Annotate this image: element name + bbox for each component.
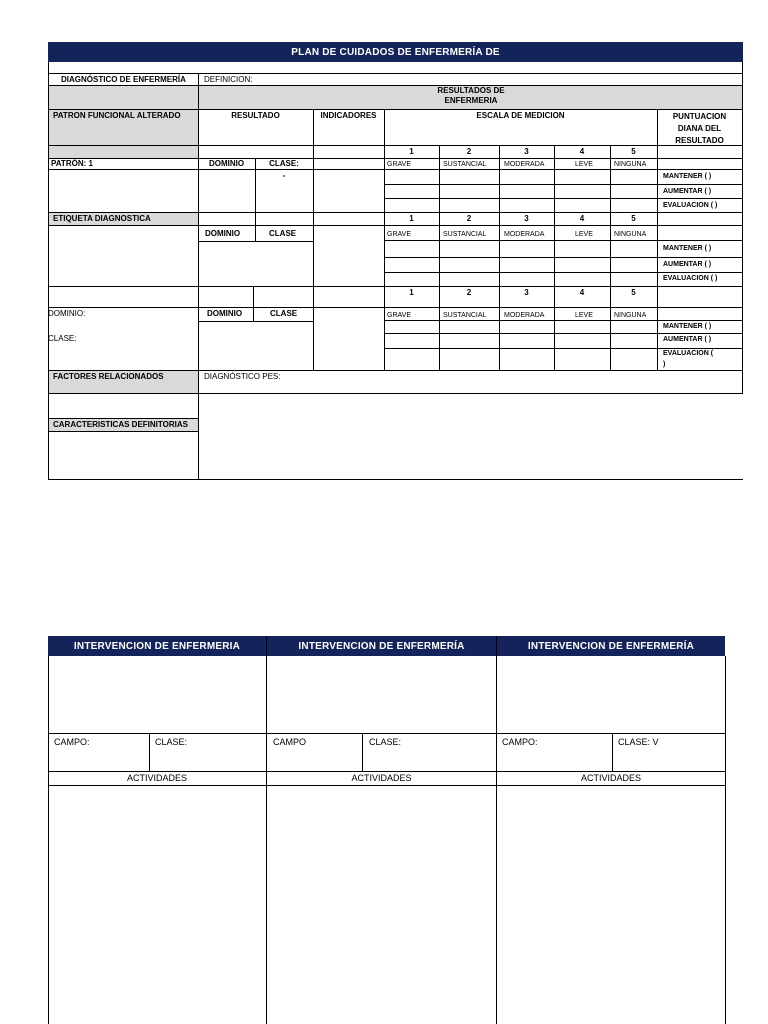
border — [610, 145, 611, 370]
activities-label: ACTIVIDADES — [126, 773, 187, 783]
increase-option: AUMENTAR ( ) — [663, 188, 712, 195]
maintain-option: MANTENER ( ) — [663, 323, 712, 330]
care-plan-title — [48, 42, 743, 62]
border — [384, 184, 743, 185]
border — [384, 272, 743, 273]
related-factors-label: FACTORES RELACIONADOS — [53, 372, 164, 381]
scale-word: MODERADA — [504, 312, 545, 319]
border — [725, 656, 726, 1024]
class-label: CLASE — [270, 309, 298, 318]
border — [48, 370, 743, 371]
intervention-title: INTERVENCION DE ENFERMERÍA — [527, 640, 695, 652]
maintain-option: MANTENER ( ) — [663, 245, 712, 252]
border — [48, 212, 743, 213]
domain-label: DOMINIO — [205, 229, 241, 238]
border — [384, 198, 743, 199]
border — [48, 145, 743, 146]
border — [48, 785, 726, 786]
scale-word: SUSTANCIAL — [443, 161, 487, 168]
class-label: CLASE — [269, 229, 297, 238]
border — [48, 286, 743, 287]
border — [198, 321, 313, 322]
scale-word: LEVE — [575, 312, 593, 319]
scale-word: NINGUNA — [614, 161, 647, 168]
scale-word: GRAVE — [387, 161, 411, 168]
row-shade — [48, 145, 198, 158]
border — [253, 286, 254, 321]
activities-label: ACTIVIDADES — [580, 773, 641, 783]
definition-label: DEFINICION: — [204, 75, 253, 84]
activities-label: ACTIVIDADES — [351, 773, 412, 783]
results-header-line2: ENFERMERIA — [444, 96, 498, 105]
border — [48, 73, 743, 74]
border — [313, 109, 314, 370]
evaluation-option: EVALUACION ( — [663, 350, 714, 357]
border — [554, 145, 555, 370]
scale-number: 3 — [524, 147, 529, 156]
scale-word: SUSTANCIAL — [443, 312, 487, 319]
scale-word: LEVE — [575, 231, 593, 238]
scale-word: MODERADA — [504, 161, 545, 168]
intervention-header — [267, 636, 496, 656]
target-score-line1: PUNTUACION — [672, 112, 727, 121]
border — [48, 431, 198, 432]
border — [48, 393, 743, 394]
defining-characteristics-label: CARACTERISTICAS DEFINITORIAS — [53, 420, 188, 429]
border — [742, 62, 743, 394]
class-label: CLASE: — [155, 737, 188, 747]
field-label: CAMPO — [273, 737, 307, 747]
border — [48, 109, 743, 110]
scale-word: MODERADA — [504, 231, 545, 238]
border — [198, 241, 313, 242]
border — [499, 145, 500, 370]
pes-diagnosis-label: DIAGNÓSTICO PES: — [204, 372, 281, 381]
results-header-line1: RESULTADOS DE — [437, 86, 505, 95]
class-dash: - — [282, 171, 286, 180]
border — [48, 479, 743, 480]
evaluation-option-close: ) — [663, 361, 666, 368]
border — [496, 636, 497, 1024]
border — [612, 733, 613, 771]
border — [384, 240, 743, 241]
field-label: CAMPO: — [54, 737, 90, 747]
scale-number: 5 — [631, 288, 636, 297]
class-label: CLASE: — [369, 737, 402, 747]
scale-number: 3 — [524, 214, 529, 223]
scale-number: 4 — [579, 288, 585, 297]
border — [149, 733, 150, 771]
domain-side-label: DOMINIO: — [48, 309, 86, 318]
scale-label: ESCALA DE MEDICION — [476, 111, 565, 120]
domain-label: DOMINIO — [208, 159, 245, 168]
increase-option: AUMENTAR ( ) — [663, 261, 712, 268]
evaluation-option: EVALUACION ( ) — [663, 202, 718, 209]
border — [439, 145, 440, 370]
scale-number: 2 — [466, 147, 472, 156]
intervention-title: INTERVENCION DE ENFERMERIA — [73, 640, 241, 652]
scale-word: NINGUNA — [614, 312, 647, 319]
border — [48, 771, 726, 772]
border — [255, 212, 256, 241]
border — [48, 158, 743, 159]
border — [266, 636, 267, 1024]
target-score-line2: DIANA DEL — [677, 124, 722, 133]
scale-number: 4 — [579, 147, 585, 156]
care-plan-title-text: PLAN DE CUIDADOS DE ENFERMERÍA DE — [291, 46, 500, 58]
increase-option: AUMENTAR ( ) — [663, 336, 712, 343]
border — [384, 257, 743, 258]
scale-word: GRAVE — [387, 312, 411, 319]
border — [48, 225, 743, 226]
scale-number: 2 — [466, 214, 472, 223]
scale-word: GRAVE — [387, 231, 411, 238]
border — [48, 733, 726, 734]
intervention-header — [497, 636, 725, 656]
scale-number: 5 — [631, 147, 636, 156]
border — [198, 73, 199, 480]
border — [48, 307, 743, 308]
scale-number: 1 — [409, 147, 414, 156]
altered-pattern-label: PATRON FUNCIONAL ALTERADO — [53, 111, 181, 120]
class-label: CLASE: V — [618, 737, 659, 747]
scale-number: 1 — [409, 214, 414, 223]
scale-number: 2 — [466, 288, 472, 297]
border — [384, 333, 743, 334]
border — [48, 418, 198, 419]
border — [657, 109, 658, 370]
target-score-line3: RESULTADO — [675, 136, 724, 145]
border — [362, 733, 363, 771]
field-label: CAMPO: — [502, 737, 538, 747]
class-side-label: CLASE: — [48, 334, 77, 343]
intervention-title: INTERVENCION DE ENFERMERÍA — [298, 640, 465, 652]
indicators-label: INDICADORES — [320, 111, 377, 120]
scale-number: 4 — [579, 214, 585, 223]
intervention-header — [48, 636, 266, 656]
diagnosis-label: DIAGNÓSTICO DE ENFERMERÍA — [61, 75, 186, 84]
border — [48, 656, 49, 1024]
target-score-label — [657, 111, 742, 147]
scale-word: NINGUNA — [614, 231, 647, 238]
border — [384, 320, 743, 321]
domain-label: DOMINIO — [207, 309, 243, 318]
scale-word: SUSTANCIAL — [443, 231, 487, 238]
results-header — [384, 86, 558, 106]
scale-number: 3 — [524, 288, 529, 297]
scale-word: LEVE — [575, 161, 593, 168]
evaluation-option: EVALUACION ( ) — [663, 275, 718, 282]
diagnostic-label-heading: ETIQUETA DIAGNOSTICA — [53, 214, 151, 223]
scale-number: 1 — [409, 288, 414, 297]
class-label: CLASE: — [269, 159, 299, 168]
result-label: RESULTADO — [231, 111, 280, 120]
maintain-option: MANTENER ( ) — [663, 173, 712, 180]
scale-number: 5 — [631, 214, 636, 223]
pattern-1-label: PATRÓN: 1 — [51, 159, 93, 168]
